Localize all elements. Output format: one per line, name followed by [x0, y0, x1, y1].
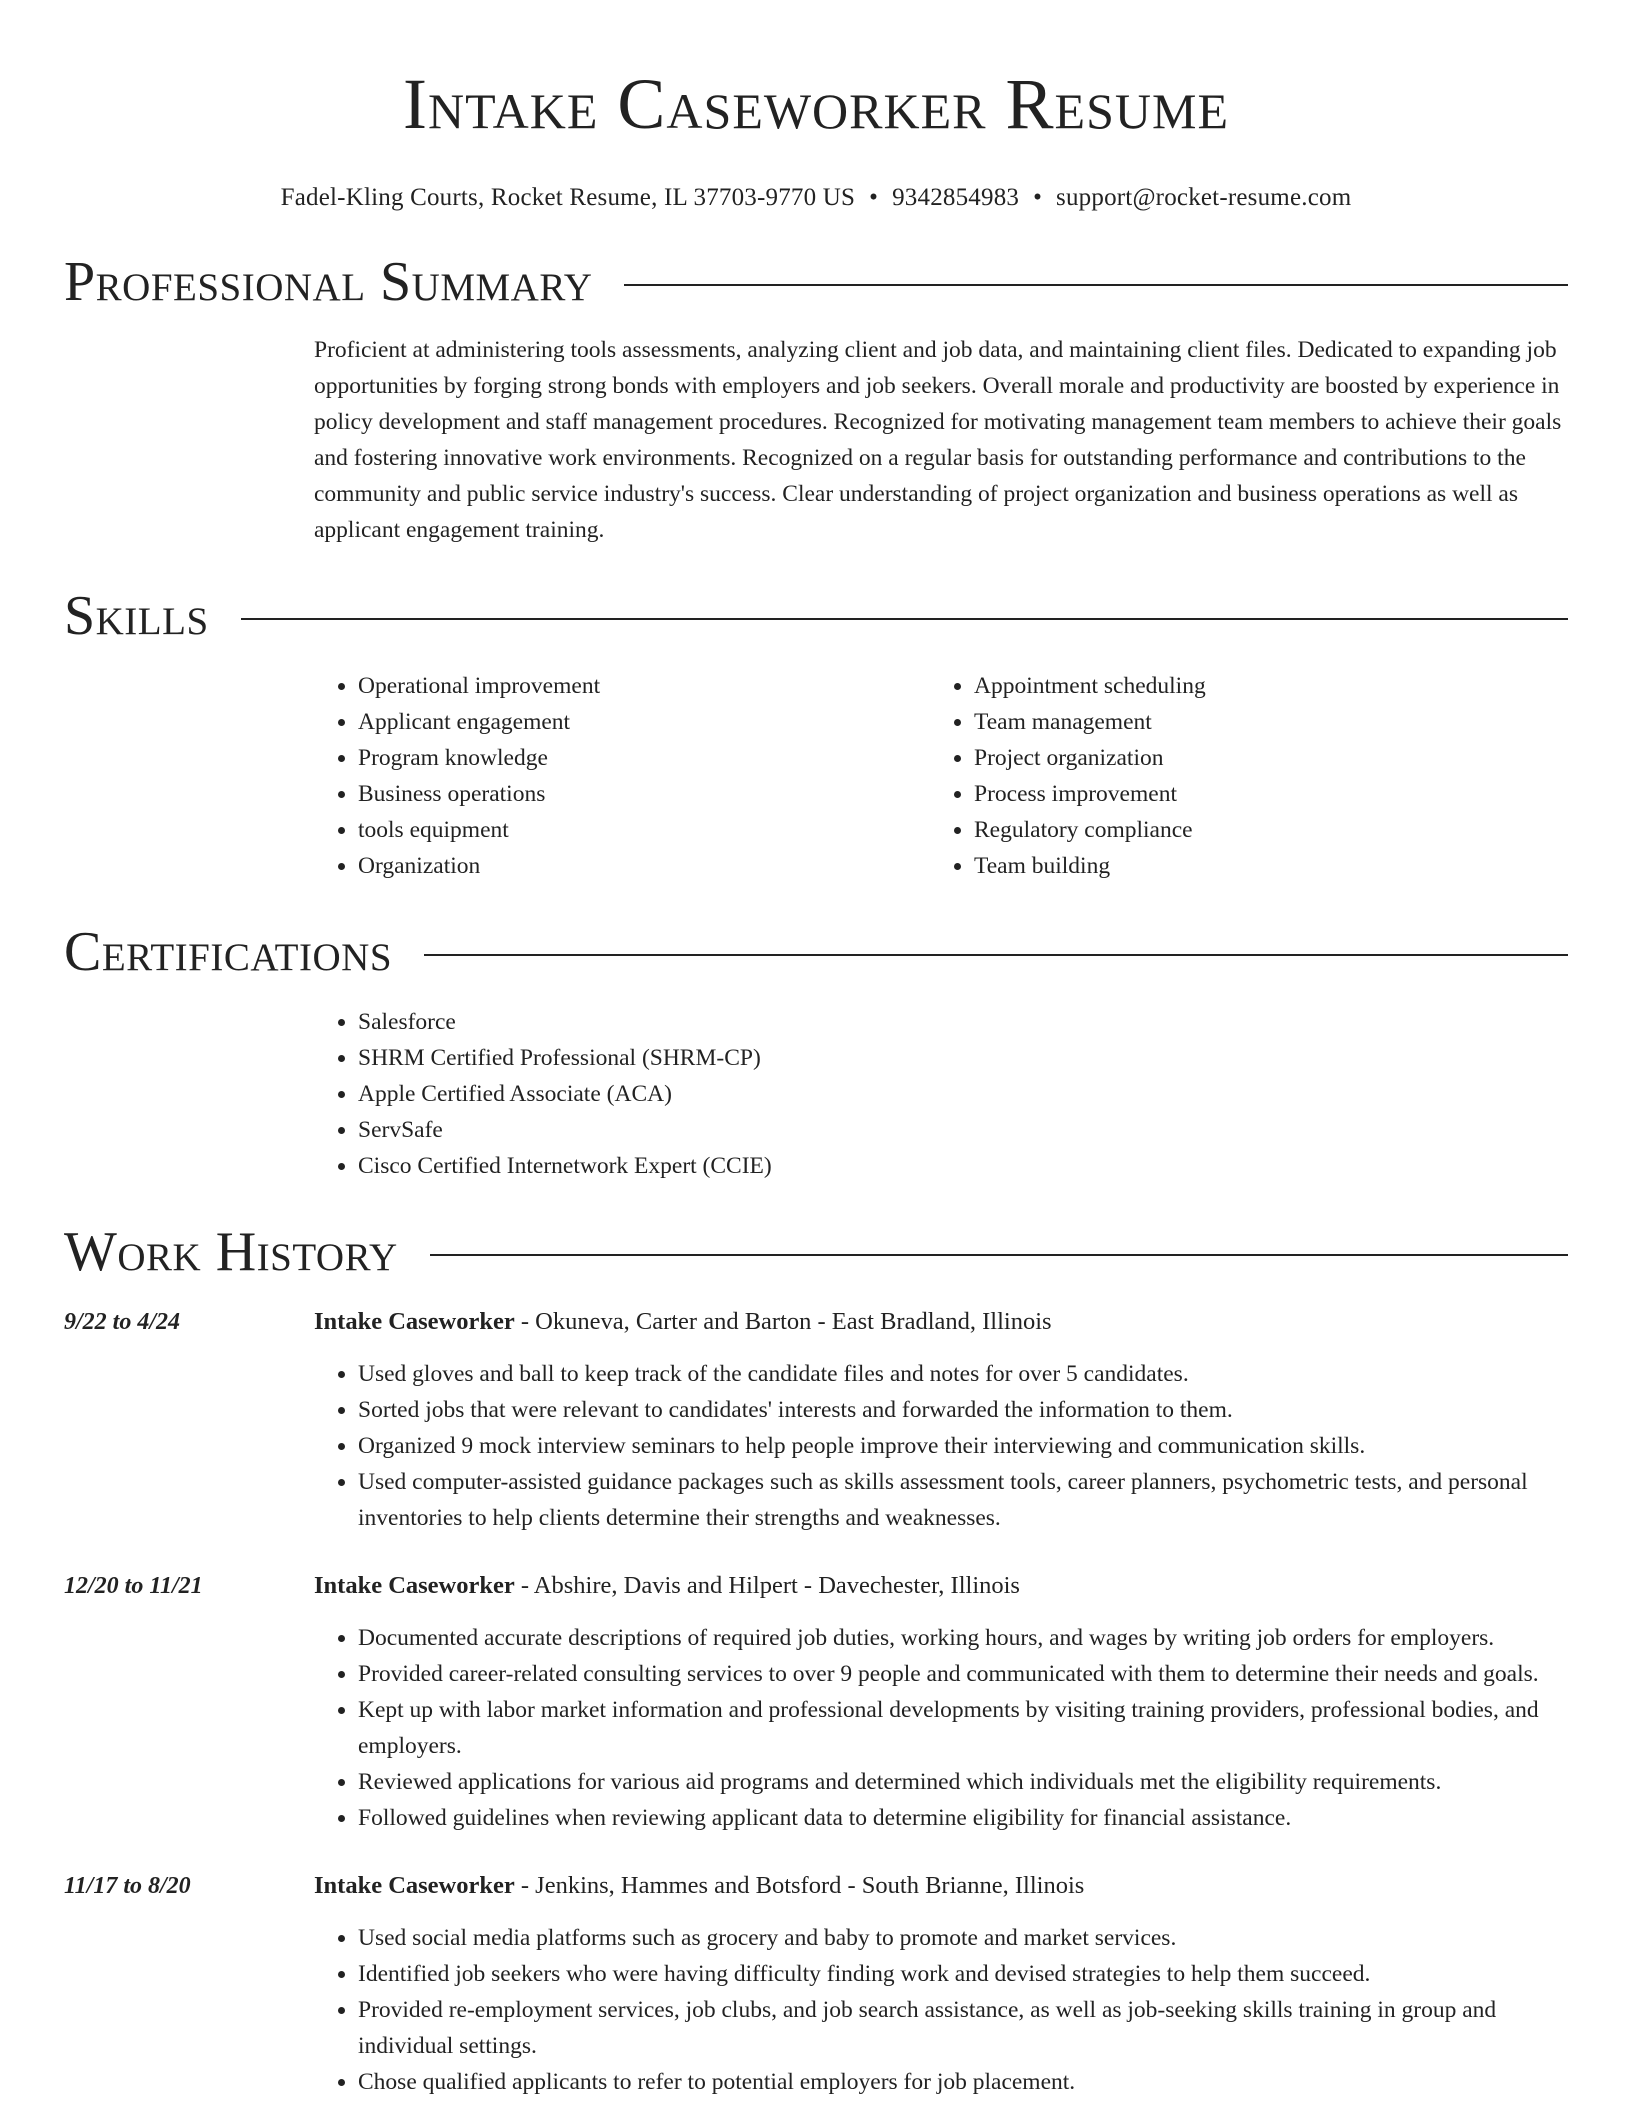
work-history-heading: Work History [64, 1221, 398, 1283]
skills-section-header [64, 584, 1568, 648]
skill-item: • Process improvement [974, 776, 1546, 812]
job-dates: 12/20 to 11/21 [64, 1573, 203, 1599]
skill-item: • Organization [358, 848, 930, 884]
section-divider [430, 1254, 1568, 1256]
skills-heading: Skills [64, 585, 209, 647]
certification-item: • ServSafe [358, 1112, 1568, 1148]
job-bullet: • Chose qualified applicants to refer to potential employers for job placement. [358, 2064, 1568, 2100]
skill-item: • Business operations [358, 776, 930, 812]
job-heading [314, 1868, 1568, 1904]
contact-email: support@rocket-resume.com [1056, 184, 1352, 211]
contact-address: Fadel-Kling Courts, Rocket Resume, IL 37703-9770 US [280, 184, 856, 211]
section-divider [624, 284, 1568, 286]
contact-separator: • [1033, 184, 1043, 211]
job-bullet: • Provided career-related consulting services to over 9 people and communicated with them to determine their needs and goals. [358, 1656, 1568, 1692]
job-bullet: • Used gloves and ball to keep track of the candidate files and notes for over 5 candidates. [358, 1356, 1568, 1392]
job-heading [314, 1568, 1568, 1604]
job-title: Intake Caseworker [314, 1572, 515, 1599]
work-history-section-header [64, 1220, 1568, 1284]
job-bullet: • Documented accurate descriptions of required job duties, working hours, and wages by writing job orders for employers. [358, 1620, 1568, 1656]
skill-item: • Regulatory compliance [974, 812, 1546, 848]
skill-item: • Project organization [974, 740, 1546, 776]
job-bullet: • Organized 9 mock interview seminars to help people improve their interviewing and communication skills. [358, 1428, 1568, 1464]
summary-section-header [64, 250, 1568, 314]
skills-list [314, 668, 1568, 884]
skills-column-left [314, 668, 930, 884]
certification-item: • Apple Certified Associate (ACA) [358, 1076, 1568, 1112]
job-dates: 9/22 to 4/24 [64, 1309, 181, 1335]
skill-item: • Program knowledge [358, 740, 930, 776]
skill-item: • Applicant engagement [358, 704, 930, 740]
job-dates: 11/17 to 8/20 [64, 1873, 191, 1899]
job-body [314, 1868, 1568, 2100]
job-employer: - Jenkins, Hammes and Botsford - South Brianne, Illinois [514, 1872, 1085, 1899]
skills-column-right [930, 668, 1546, 884]
certification-item: • Salesforce [358, 1004, 1568, 1040]
job-employer: - Abshire, Davis and Hilpert - Davechester, Illinois [514, 1572, 1020, 1599]
job-bullet: • Used social media platforms such as grocery and baby to promote and market services. [358, 1920, 1568, 1956]
certification-item: • Cisco Certified Internetwork Expert (CCIE) [358, 1148, 1568, 1184]
certifications-list [314, 1004, 1568, 1184]
certifications-section-header [64, 920, 1568, 984]
certifications-heading: Certifications [64, 921, 393, 983]
job-bullet: • Used computer-assisted guidance packages such as skills assessment tools, career planners, psychometric tests, and personal inventories to help clients determine their strengths and weaknesses. [358, 1464, 1568, 1536]
job-entry [64, 1868, 1568, 2100]
skill-item: • Team management [974, 704, 1546, 740]
job-body [314, 1304, 1568, 1536]
job-heading [314, 1304, 1568, 1340]
skill-item: • tools equipment [358, 812, 930, 848]
skill-item: • Team building [974, 848, 1546, 884]
section-divider [241, 618, 1568, 620]
job-bullet: • Provided re-employment services, job clubs, and job search assistance, as well as job-seeking skills training in group and individual settings. [358, 1992, 1568, 2064]
job-title: Intake Caseworker [314, 1308, 515, 1335]
job-bullet: • Sorted jobs that were relevant to candidates' interests and forwarded the information to them. [358, 1392, 1568, 1428]
summary-text: Proficient at administering tools assessments, analyzing client and job data, and maintaining client files. Dedicated to expanding job opportunities by forging strong bonds with employers and job seekers. Overall morale and productivity are boosted by experience in policy development and staff management procedures. Recognized for motivating management team members to achieve their goals and fostering innovative work environments. Recognized on a regular basis for outstanding performance and contributions to the community and public service industry's success. Clear understanding of project organization and business operations as well as applicant engagement training. [314, 337, 1562, 543]
contact-line [64, 182, 1568, 214]
contact-separator: • [869, 184, 879, 211]
resume-title: Intake Caseworker Resume [403, 64, 1229, 144]
certification-item: • SHRM Certified Professional (SHRM-CP) [358, 1040, 1568, 1076]
contact-phone: 9342854983 [892, 184, 1020, 211]
job-employer: - Okuneva, Carter and Barton - East Bradland, Illinois [514, 1308, 1052, 1335]
job-body [314, 1568, 1568, 1836]
job-bullet: • Reviewed applications for various aid programs and determined which individuals met the eligibility requirements. [358, 1764, 1568, 1800]
job-entry [64, 1304, 1568, 1536]
skill-item: • Appointment scheduling [974, 668, 1546, 704]
job-entry [64, 1568, 1568, 1836]
summary-heading: Professional Summary [64, 251, 593, 313]
job-bullet: • Kept up with labor market information and professional developments by visiting training providers, professional bodies, and employers. [358, 1692, 1568, 1764]
job-title: Intake Caseworker [314, 1872, 515, 1899]
job-bullet: • Followed guidelines when reviewing applicant data to determine eligibility for financial assistance. [358, 1800, 1568, 1836]
skill-item: • Operational improvement [358, 668, 930, 704]
job-bullet: • Identified job seekers who were having difficulty finding work and devised strategies to help them succeed. [358, 1956, 1568, 1992]
section-divider [424, 954, 1568, 956]
